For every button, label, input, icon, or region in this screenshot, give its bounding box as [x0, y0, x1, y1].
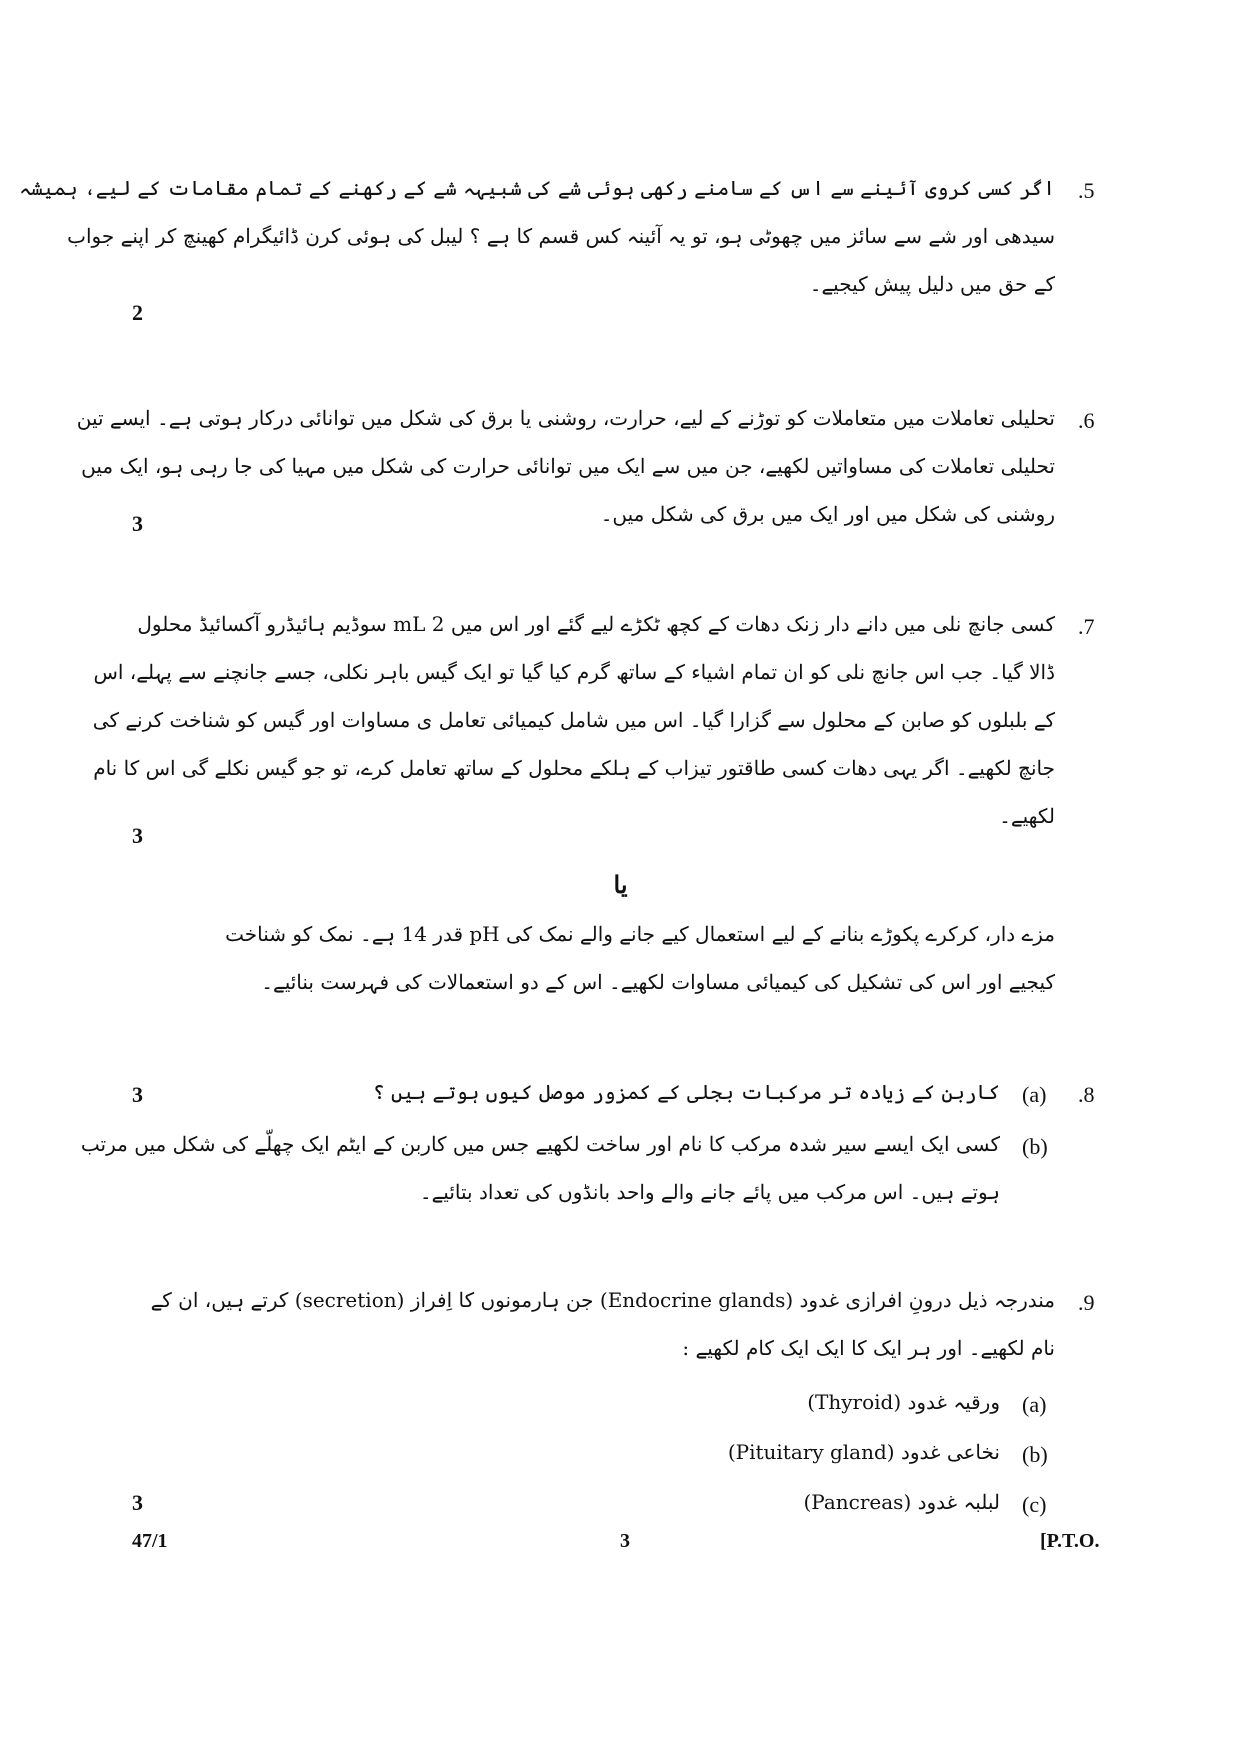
text-line: روشنی کی شکل میں اور ایک میں برق کی شکل میں۔ [600, 502, 1055, 526]
marks: 3 [132, 823, 143, 848]
text-line: تحلیلی تعاملات میں متعاملات کو توڑنے کے لیے، حرارت، روشنی یا برق کی شکل میں توانائی درکار ہوتی ہے۔ ایسے تین [76, 406, 1055, 430]
page-number: 3 [620, 1530, 630, 1552]
sub-question-label: (a) [1022, 1392, 1047, 1417]
text-line: تحلیلی تعاملات کی مساواتیں لکھیے، جن میں سے ایک میں توانائی حرارت کی شکل میں مہیا کی جا رہی ہو، ایک میں [81, 454, 1055, 478]
marks: 3 [132, 1490, 143, 1515]
sub-question-label: (b) [1022, 1134, 1048, 1159]
sub-question-label: (c) [1022, 1492, 1047, 1517]
question-number: .9 [1078, 1290, 1095, 1315]
marks: 3 [132, 1082, 143, 1107]
or-label: یا [613, 870, 628, 899]
text-line: کے بلبلوں کو صابن کے محلول سے گزارا گیا۔ اس میں شامل کیمیائی تعامل ی مساوات اور گیس کو شناخت کرنے کی [92, 708, 1055, 732]
text-line: کسی ایک ایسے سیر شدہ مرکب کا نام اور ساخت لکھیے جس میں کاربن کے ایٹم ایک چھلّے کی شکل میں مرتب [80, 1132, 1000, 1156]
sub-question-label: (b) [1022, 1442, 1048, 1467]
text-line: مندرجہ ذیل درونِ افرازی غدود (Endocrine glands) جن ہارمونوں کا اِفراز (secretion) کرتے ہیں، ان کے [150, 1288, 1055, 1312]
text-line: جانچ لکھیے۔ اگر یہی دھات کسی طاقتور تیزاب کے ہلکے محلول کے ساتھ تعامل کرے، تو جو گیس نکلے گی اس کا نام [93, 756, 1055, 780]
paper-code: 47/1 [132, 1530, 168, 1552]
marks: 2 [132, 300, 143, 325]
question-text [150, 1276, 1055, 1372]
text-line: لبلبہ غدود (Pancreas) [803, 1490, 1000, 1514]
sub-question-text [185, 1068, 1000, 1116]
marks: 3 [132, 511, 143, 536]
text-line: ہوتے ہیں۔ اس مرکب میں پائے جانے والے واحد بانڈوں کی تعداد بتائیے۔ [419, 1180, 1000, 1204]
question-number: .7 [1078, 614, 1095, 639]
sub-question-text [500, 1428, 1000, 1476]
question-text [92, 600, 1055, 840]
text-line: ورقیہ غدود (Thyroid) [807, 1390, 1000, 1414]
text-line: کسی جانچ نلی میں دانے دار زنک دھات کے کچھ ٹکڑے لیے گئے اور اس میں 2 mL سوڈیم ہائیڈرو آکسائیڈ محلول [137, 612, 1055, 636]
sub-question-text [500, 1478, 1000, 1526]
question-text [19, 164, 1055, 308]
sub-question-text [500, 1378, 1000, 1426]
sub-question-text [80, 1120, 1000, 1216]
text-line: نخاعی غدود (Pituitary gland) [727, 1440, 1000, 1464]
sub-question-label: (a) [1022, 1082, 1047, 1107]
text-line: نام لکھیے۔ اور ہر ایک کا ایک ایک کام لکھیے : [682, 1336, 1055, 1360]
text-line: لکھیے۔ [999, 804, 1055, 828]
text-line: کاربن کے زیادہ تر مرکبات بجلی کے کمزور موصل کیوں ہوتے ہیں ؟ [372, 1080, 1000, 1104]
question-number: .8 [1078, 1082, 1095, 1107]
please-turn-over: [P.T.O. [1040, 1530, 1100, 1552]
text-line: مزے دار، کرکرے پکوڑے بنانے کے لیے استعمال کیے جانے والے نمک کی pH قدر 14 ہے۔ نمک کو شناخت [225, 922, 1055, 946]
question-text [76, 394, 1055, 538]
question-number: .6 [1078, 408, 1095, 433]
text-line: ڈالا گیا۔ جب اس جانچ نلی کو ان تمام اشیاء کے ساتھ گرم کیا گیا تو ایک گیس باہر نکلی، جسے جانچنے سے پہلے، اس [93, 660, 1055, 684]
text-line: اگر کسی کروی آئینے سے اس کے سامنے رکھی ہوئی شے کی شبیہہ شے کے رکھنے کے تمام مقامات کے لیے، ہمیشہ [19, 176, 1055, 200]
question-number: .5 [1078, 178, 1095, 203]
text-line: سیدھی اور شے سے سائز میں چھوٹی ہو، تو یہ آئینہ کس قسم کا ہے ؟ لیبل کی ہوئی کرن ڈائیگرام کھینچ کر اپنے جواب [67, 224, 1055, 248]
alternative-question-text [185, 910, 1055, 1006]
text-line: کے حق میں دلیل پیش کیجیے۔ [809, 272, 1055, 296]
text-line: کیجیے اور اس کی تشکیل کی کیمیائی مساوات لکھیے۔ اس کے دو استعمالات کی فہرست بنائیے۔ [261, 970, 1055, 994]
